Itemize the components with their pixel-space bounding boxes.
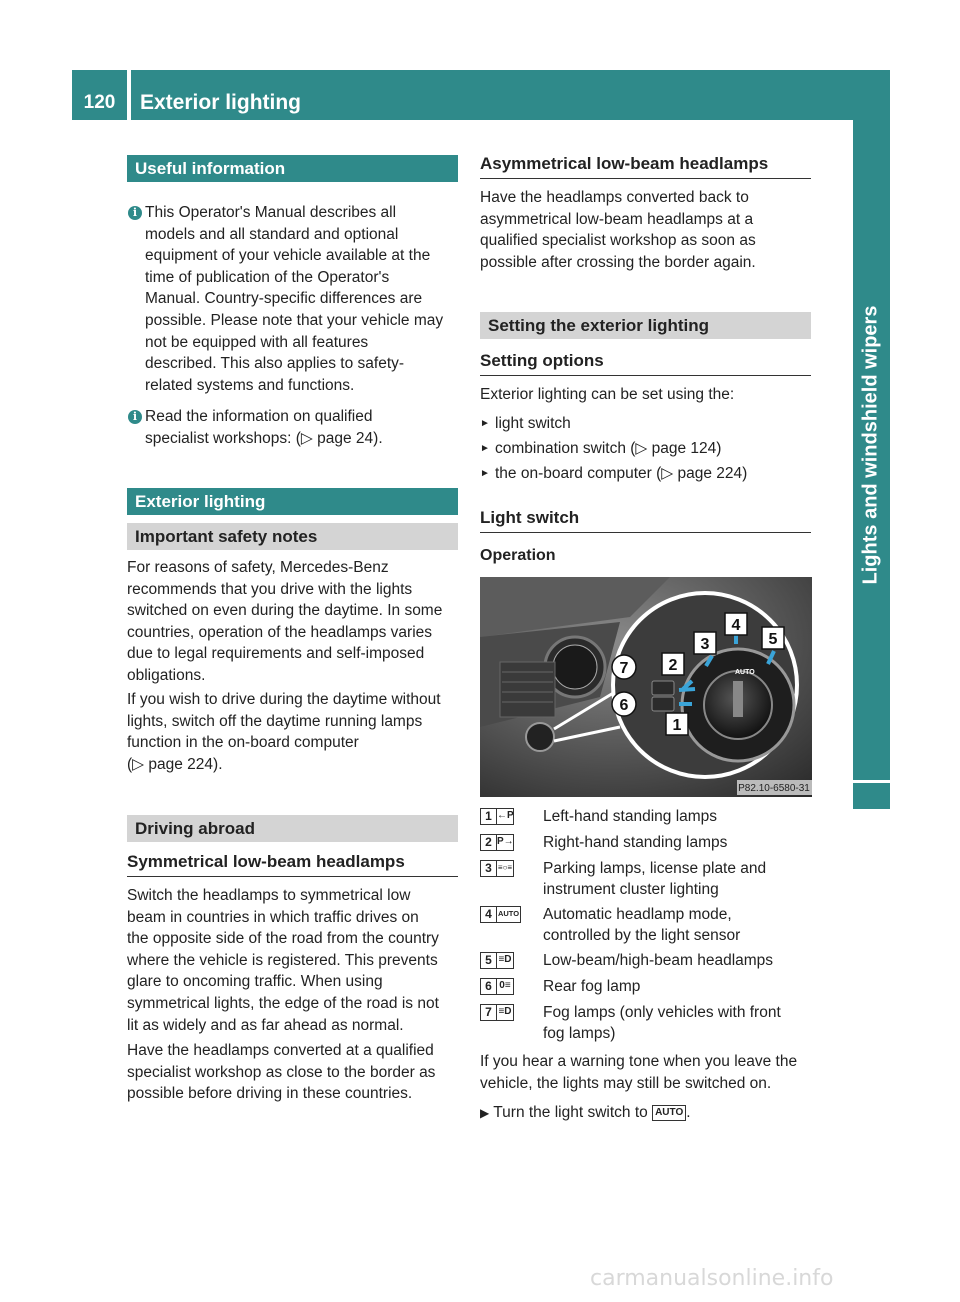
side-tab-label: Lights and windshield wipers: [859, 305, 882, 585]
text-line: where the vehicle is registered. This prevents: [127, 951, 438, 969]
svg-text:7: 7: [619, 660, 629, 677]
callout-6: [612, 692, 636, 716]
auto-label: AUTO: [735, 669, 755, 676]
legend-text: Low-beam/high-beam headlamps: [543, 952, 774, 969]
instruction-step: [480, 1102, 820, 1125]
text-line: possible before driving in these countries.: [127, 1085, 413, 1103]
page-reference-link[interactable]: (▷ page 224).: [127, 755, 223, 773]
text-line: countries, operation of the headlamps varies: [127, 623, 433, 641]
legend-text: Left-hand standing lamps: [543, 808, 718, 825]
asymmetrical-paragraph: [480, 187, 815, 273]
legend-text: instrument cluster lighting: [543, 881, 719, 898]
callout-5: [762, 627, 784, 649]
heading-operation: Operation: [480, 547, 556, 564]
warning-paragraph: [480, 1051, 820, 1094]
useful-info-heading: Useful information: [127, 155, 458, 182]
text-line: specialist workshop as close to the border as: [127, 1063, 436, 1081]
watermark: carmanualsonline.info: [590, 1266, 834, 1291]
info-paragraph-1: [145, 202, 465, 396]
text-line: possible. Please note that your vehicle may: [145, 311, 444, 329]
svg-text:6: 6: [619, 697, 629, 714]
light-switch-illustration: [480, 577, 812, 797]
legend-number: 6: [480, 978, 497, 995]
legend-number: 5: [480, 952, 497, 969]
text-line: not be equipped with all features: [145, 333, 369, 351]
legend-text: Automatic headlamp mode,: [543, 906, 732, 923]
legend-number: 1: [480, 808, 497, 825]
text-line: If you hear a warning tone when you leave the: [480, 1053, 798, 1070]
text-line: obligations.: [127, 666, 206, 684]
text-line: If you wish to drive during the daytime without: [127, 691, 441, 708]
subsection-heading-setting: Setting the exterior lighting: [480, 312, 811, 339]
legend-text: fog lamps): [543, 1025, 616, 1042]
svg-text:5: 5: [768, 631, 778, 648]
text-line: lights, switch off the daytime running lamps: [127, 712, 423, 730]
low-beam-icon: ≡D: [497, 952, 514, 969]
instruction-end: .: [686, 1104, 691, 1121]
left-standing-lamps-icon: ←P: [497, 808, 514, 825]
legend-text: controlled by the light sensor: [543, 927, 741, 944]
text-line: switched on even during the daytime. In some: [127, 602, 443, 620]
text-line: For reasons of safety, Mercedes-Benz: [127, 559, 389, 576]
text-line: asymmetrical low-beam headlamps at a: [480, 210, 754, 228]
info-icon: i: [128, 410, 142, 424]
section-heading-exterior-lighting: Exterior lighting: [127, 488, 458, 515]
callout-3: [694, 632, 716, 654]
text-line: qualified specialist workshop as soon as: [480, 232, 756, 250]
svg-text:1: 1: [672, 717, 682, 734]
text-line: glare to oncoming traffic. When using: [127, 973, 383, 991]
light-switch-photo: [480, 577, 812, 797]
fog-lamps-icon: ≡D: [497, 1004, 514, 1021]
auto-icon: AUTO: [497, 906, 521, 923]
heading-symmetrical: Symmetrical low-beam headlamps: [127, 852, 458, 877]
text-line: time of publication of the Operator's: [145, 268, 390, 286]
text-line: Manual. Country-specific differences are: [145, 290, 423, 308]
figure-code: P82.10-6580-31: [738, 783, 810, 794]
svg-text:2: 2: [668, 657, 678, 674]
options-intro: Exterior lighting can be set using the:: [480, 386, 735, 403]
callout-4: [725, 613, 747, 635]
legend-number: 4: [480, 906, 497, 923]
subsection-heading-driving-abroad: Driving abroad: [127, 815, 458, 842]
svg-text:4: 4: [731, 617, 741, 634]
heading-asymmetrical: Asymmetrical low-beam headlamps: [480, 154, 811, 179]
text-line: Have the headlamps converted back to: [480, 189, 749, 206]
svg-text:3: 3: [700, 636, 710, 653]
legend-number: 7: [480, 1004, 497, 1021]
heading-light-switch: Light switch: [480, 508, 811, 533]
text-line: related systems and functions.: [145, 376, 355, 394]
page-reference-link[interactable]: specialist workshops: (▷ page 24).: [145, 429, 383, 447]
text-line: equipment of your vehicle available at the: [145, 247, 431, 265]
legend-text: Fog lamps (only vehicles with front: [543, 1004, 781, 1021]
symmetrical-paragraph-2: [127, 1040, 462, 1105]
text-line: This Operator's Manual describes all: [145, 204, 397, 221]
instruction-text: Turn the light switch to: [493, 1104, 648, 1121]
text-line: due to legal requirements and self-imposed: [127, 645, 425, 663]
symmetrical-paragraph-1: [127, 885, 462, 1036]
text-line: recommends that you drive with the lights: [127, 580, 413, 598]
step-arrow-icon: ▶: [480, 1106, 490, 1120]
text-line: models and all standard and optional: [145, 225, 399, 243]
legend-text: Parking lamps, license plate and: [543, 860, 767, 877]
info-icon: i: [128, 206, 142, 220]
legend-text: Rear fog lamp: [543, 978, 641, 995]
parking-lamps-icon: ≡○≡: [497, 860, 514, 877]
text-line: Switch the headlamps to symmetrical low: [127, 887, 411, 904]
legend-number: 3: [480, 860, 497, 877]
info-paragraph-2: [145, 406, 465, 449]
subsection-heading-safety: Important safety notes: [127, 523, 458, 550]
safety-paragraph-1: [127, 557, 462, 687]
callout-7: [612, 655, 636, 679]
right-standing-lamps-icon: P→: [497, 834, 514, 851]
auto-symbol: AUTO: [652, 1105, 686, 1121]
header-divider: [127, 70, 131, 120]
page-title: Exterior lighting: [140, 91, 302, 114]
callout-2: [662, 653, 684, 675]
callout-1: [666, 713, 688, 735]
rear-fog-lamp-icon: 0≡: [497, 978, 514, 995]
page-number: 120: [83, 92, 116, 113]
text-line: vehicle, the lights may still be switched on.: [480, 1074, 772, 1092]
text-line: possible after crossing the border again.: [480, 253, 756, 271]
text-line: the opposite side of the road from the country: [127, 930, 439, 948]
page-header: [72, 70, 890, 120]
text-line: lit as widely and as far ahead as normal.: [127, 1016, 404, 1034]
text-line: beam in countries in which traffic drives on: [127, 908, 419, 926]
side-tab-marker: [853, 783, 890, 809]
text-line: Read the information on qualified: [145, 408, 373, 425]
text-line: function in the on-board computer: [127, 734, 359, 752]
text-line: symmetrical lights, the edge of the road is not: [127, 994, 439, 1012]
safety-paragraph-2: [127, 689, 462, 775]
text-line: described. This also applies to safety-: [145, 355, 405, 373]
legend-text: Right-hand standing lamps: [543, 834, 728, 851]
heading-setting-options: Setting options: [480, 351, 811, 376]
legend-number: 2: [480, 834, 497, 851]
text-line: Have the headlamps converted at a qualified: [127, 1042, 434, 1059]
